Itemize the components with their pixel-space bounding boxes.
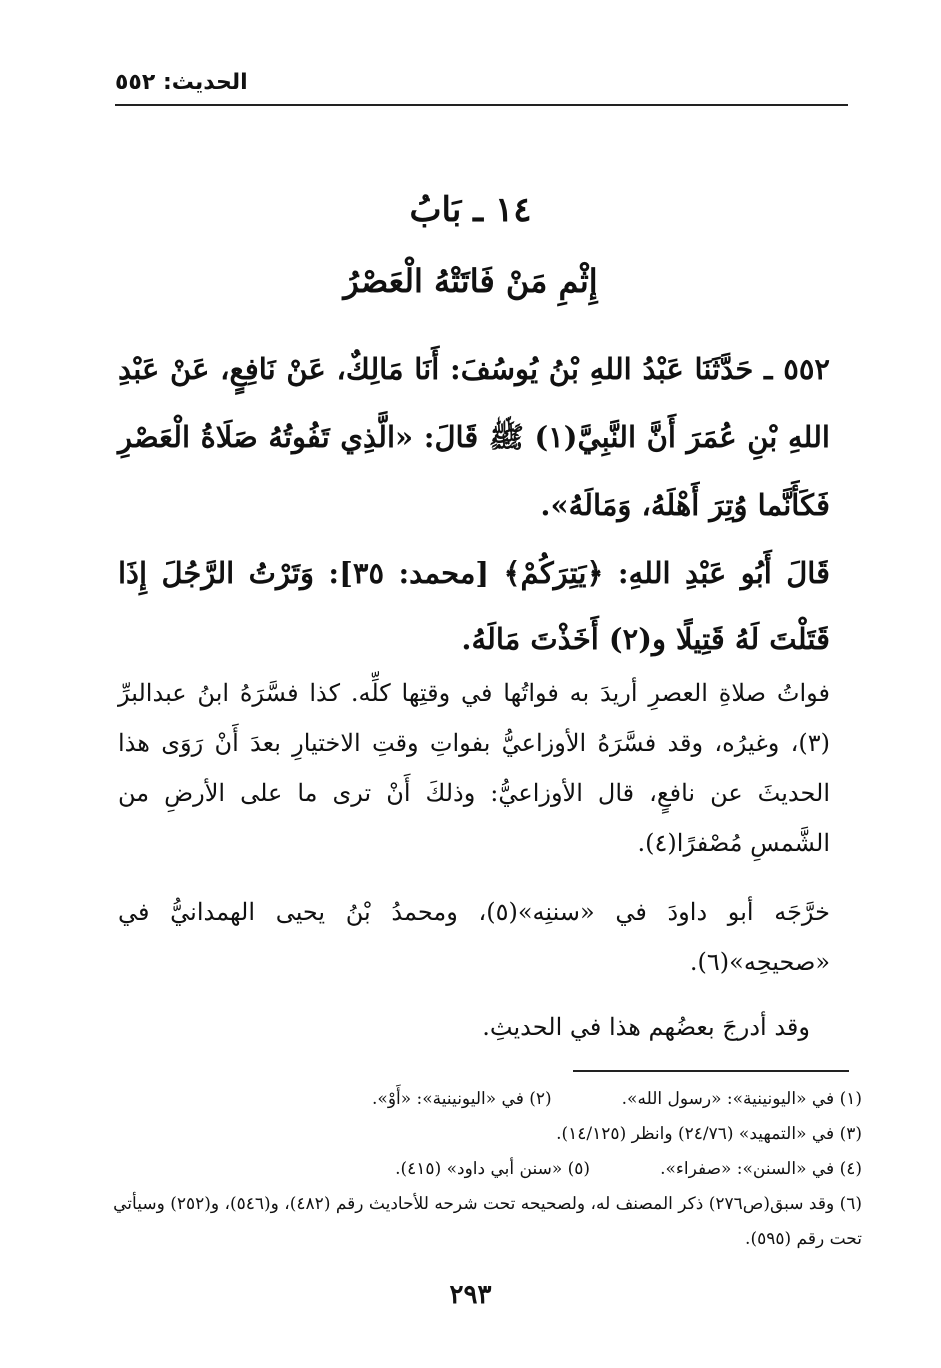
note-paragraph: وقد أدرجَ بعضُهم هذا في الحديثِ. <box>482 1013 810 1041</box>
running-title: الحديث: ٥٥٢ <box>115 70 248 95</box>
footnote-5: (٥) «سنن أبي داود» (٤١٥). <box>395 1159 591 1179</box>
footnote-1: (١) في «اليونينية»: «رسول الله». <box>621 1089 862 1109</box>
page-number: ٢٩٣ <box>449 1280 492 1310</box>
footnote-3: (٣) في «التمهيد» (٢٤/٧٦) وانظر (١٤/١٢٥). <box>556 1124 862 1144</box>
author-comment: قَالَ أَبُو عَبْدِ اللهِ: ﴿يَتِرَكُمْ﴾ [محمد: ٣٥]: وَتَرْتُ الرَّجُلَ إِذَا قَتَلْتَ لَهُ قَتِيلًا و(٢) أَخَذْتَ مَالَهُ. <box>118 556 831 656</box>
footnote-divider <box>573 1070 849 1072</box>
footnote-row <box>110 1082 862 1117</box>
takhrij-paragraph: خرَّجَه أبو داودَ في «سننِه»(٥)، ومحمدُ بْنُ يحيى الهمدانيُّ في «صحيحِه»(٦). <box>118 898 831 976</box>
footnote-6: (٦) وقد سبق(ص٢٧٦) ذكر المصنف له، ولصحيحه تحت شرحه للأحاديث رقم (٤٨٢)، و(٥٤٦)، و(٢٥٢) وسيأتي تحت رقم (٥٩٥). <box>113 1194 862 1249</box>
commentary-paragraph: فواتُ صلاةِ العصرِ أريدَ به فواتُها في وقتِها كلِّه. كذا فسَّرَهُ ابنُ عبدالبرِّ (٣)، وغيرُه، وقد فسَّرَهُ الأوزاعيُّ بفواتِ وقتِ الاختيارِ بعدَ أَنْ رَوَى هذا الحديثَ عن نافعٍ، قال الأوزاعيُّ: وذلكَ أَنْ ترى ما على الأرضِ من الشَّمسِ مُصْفرًا(٤). <box>118 679 830 857</box>
footnotes <box>110 1082 862 1257</box>
chapter-number: ١٤ ـ بَابُ <box>409 190 532 230</box>
hadith-text: ٥٥٢ ـ حَدَّثَنَا عَبْدُ اللهِ بْنُ يُوسُفَ: أَنَا مَالِكٌ، عَنْ نَافِعٍ، عَنْ عَبْدِ اللهِ بْنِ عُمَرَ أَنَّ النَّبِيَّ(١) ﷺ قَالَ: «الَّذِي تَفُوتُهُ صَلَاةُ الْعَصْرِ فَكَأَنَّما وُتِرَ أَهْلَهُ، وَمَالَهُ». <box>118 352 830 522</box>
footnote-row <box>110 1117 862 1152</box>
footnote-2: (٢) في «اليونينية»: «أَوْ». <box>372 1089 552 1109</box>
running-header <box>115 70 848 106</box>
footnote-row <box>110 1152 862 1187</box>
footnote-4: (٤) في «السنن»: «صفراء». <box>660 1159 862 1179</box>
chapter-title: إِثْمِ مَنْ فَاتَتْهُ الْعَصْرُ <box>343 262 598 300</box>
